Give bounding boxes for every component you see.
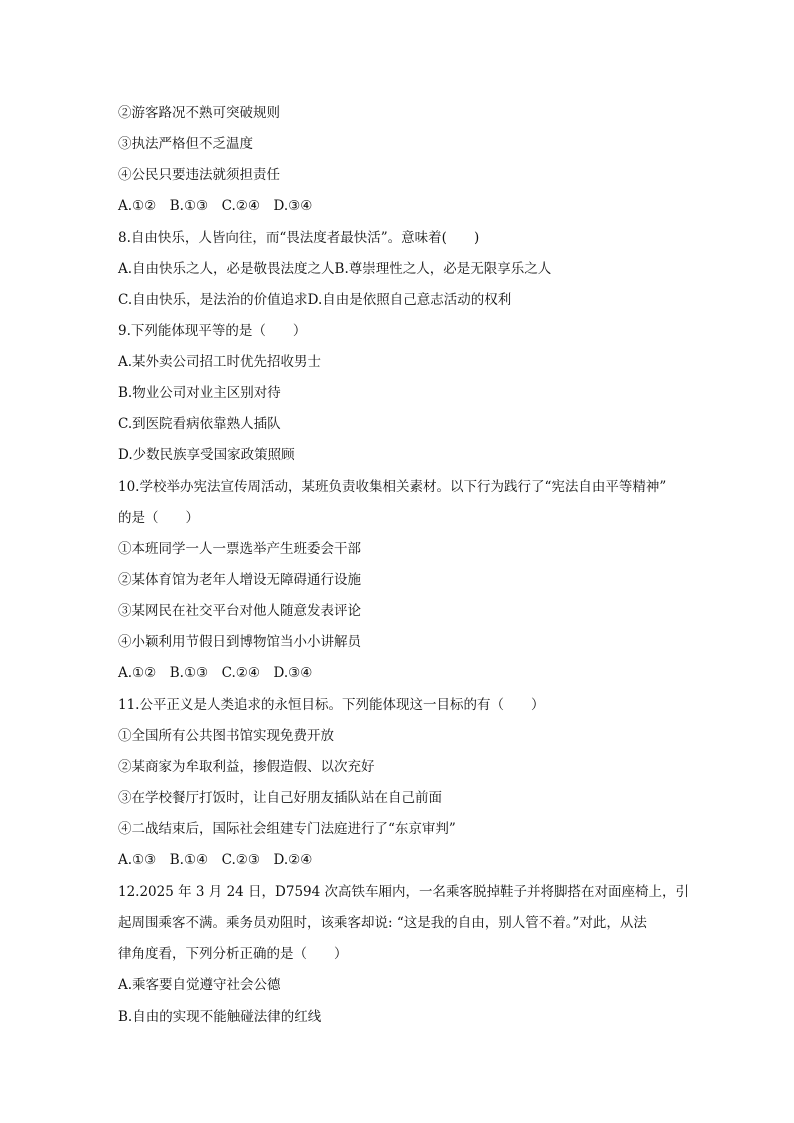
question-11-item-4: ④二战结束后，国际社会组建专门法庭进行了“东京审判” xyxy=(118,821,456,837)
question-11-item-3: ③在学校餐厅打饭时，让自己好朋友插队站在自己前面 xyxy=(118,790,442,806)
question-11-stem: 11.公平正义是人类追求的永恒目标。下列能体现这一目标的有（ ） xyxy=(118,697,545,713)
answer-choices-q10: A.①② B.①③ C.②④ D.③④ xyxy=(118,665,313,681)
question-9-stem: 9.下列能体现平等的是（ ） xyxy=(118,323,307,339)
question-11-item-1: ①全国所有公共图书馆实现免费开放 xyxy=(118,728,334,744)
question-12-stem-line-1: 12.2025 年 3 月 24 日，D7594 次高铁车厢内，一名乘客脱掉鞋子并将脚搭在对面座椅上，引 xyxy=(118,884,690,900)
question-9-option-b: B.物业公司对业主区别对待 xyxy=(118,385,281,401)
question-8-options-ab: A.自由快乐之人，必是敬畏法度之人B.尊崇理性之人，必是无限享乐之人 xyxy=(118,261,552,277)
question-12-option-b: B.自由的实现不能触碰法律的红线 xyxy=(118,1009,322,1025)
question-10-item-2: ②某体育馆为老年人增设无障碍通行设施 xyxy=(118,572,361,588)
question-10-stem-line-2: 的是（ ） xyxy=(118,510,199,526)
question-11-item-2: ②某商家为牟取利益，掺假造假、以次充好 xyxy=(118,759,375,775)
question-10-stem-line-1: 10.学校举办宪法宣传周活动，某班负责收集相关素材。以下行为践行了“宪法自由平等精神” xyxy=(118,479,667,495)
answer-choices-q11: A.①③ B.①④ C.②③ D.②④ xyxy=(118,852,313,868)
question-10-item-1: ①本班同学一人一票选举产生班委会干部 xyxy=(118,541,361,557)
question-9-option-c: C.到医院看病依靠熟人插队 xyxy=(118,416,281,432)
question-12-option-a: A.乘客要自觉遵守社会公德 xyxy=(118,977,281,993)
question-9-option-d: D.少数民族享受国家政策照顾 xyxy=(118,447,295,463)
question-12-stem-line-2: 起周围乘客不满。乘务员劝阻时，该乘客却说: “这是我的自由，别人管不着。”对此，从法 xyxy=(118,915,647,931)
question-10-item-3: ③某网民在社交平台对他人随意发表评论 xyxy=(118,603,361,619)
question-8-options-cd: C.自由快乐，是法治的价值追求D.自由是依照自己意志活动的权利 xyxy=(118,292,512,308)
question-9-option-a: A.某外卖公司招工时优先招收男士 xyxy=(118,354,322,370)
question-8-stem: 8.自由快乐，人皆向往，而“畏法度者最快活”。意味着( ) xyxy=(118,230,480,246)
question-12-stem-line-3: 律角度看，下列分析正确的是（ ） xyxy=(118,946,348,962)
answer-choices-q7: A.①② B.①③ C.②④ D.③④ xyxy=(118,198,313,214)
option-line-3: ③执法严格但不乏温度 xyxy=(118,136,253,152)
option-line-2: ②游客路况不熟可突破规则 xyxy=(118,105,280,121)
question-10-item-4: ④小颖利用节假日到博物馆当小小讲解员 xyxy=(118,634,361,650)
option-line-4: ④公民只要违法就须担责任 xyxy=(118,167,280,183)
